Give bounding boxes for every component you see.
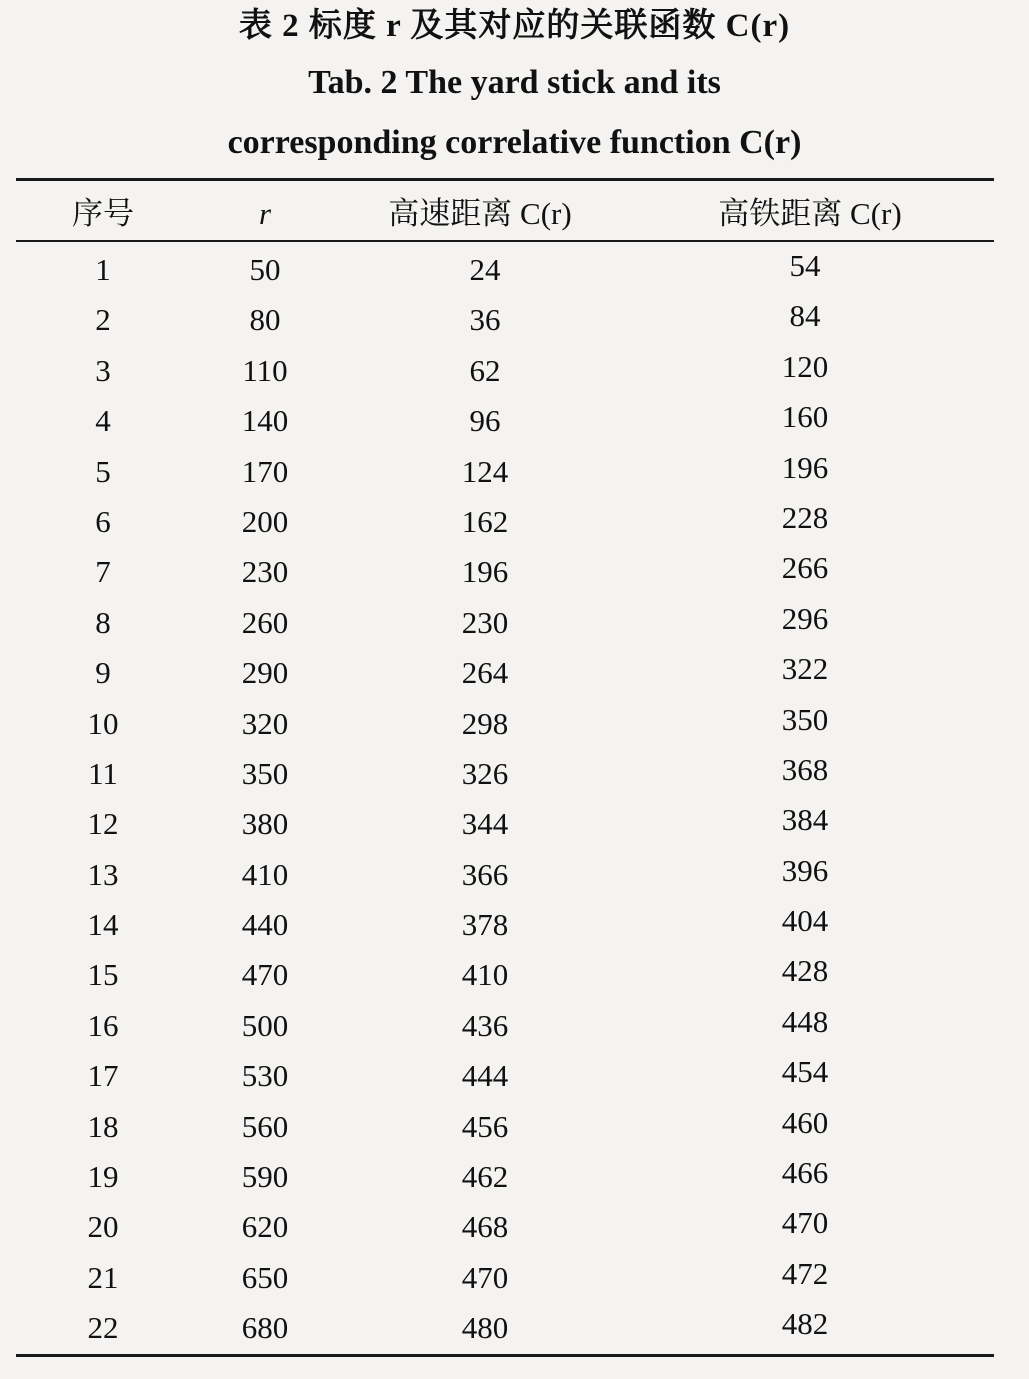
cell-index: 5 bbox=[95, 453, 111, 489]
table-top-rule bbox=[16, 178, 994, 181]
cell-index: 13 bbox=[87, 856, 119, 892]
cell-index: 16 bbox=[87, 1007, 119, 1043]
cell-railway: 368 bbox=[781, 751, 829, 787]
cell-railway: 228 bbox=[781, 499, 829, 535]
cell-r: 470 bbox=[241, 957, 289, 993]
header-railway-distance: 高铁距离 C(r) bbox=[718, 196, 902, 231]
cell-railway: 322 bbox=[781, 651, 829, 687]
cell-railway: 120 bbox=[781, 348, 829, 384]
table-row bbox=[0, 597, 1029, 647]
cell-highway: 410 bbox=[461, 957, 509, 993]
cell-r: 320 bbox=[241, 705, 289, 741]
table-row bbox=[0, 1151, 1029, 1201]
table-row bbox=[0, 849, 1029, 899]
cell-r: 620 bbox=[241, 1209, 289, 1245]
table-row bbox=[0, 244, 1029, 294]
cell-r: 110 bbox=[242, 352, 288, 388]
cell-index: 11 bbox=[88, 755, 118, 791]
table-row bbox=[0, 546, 1029, 596]
cell-r: 650 bbox=[241, 1259, 289, 1295]
cell-r: 200 bbox=[241, 503, 289, 539]
table-row bbox=[0, 698, 1029, 748]
cell-railway: 296 bbox=[781, 600, 829, 636]
cell-highway: 366 bbox=[461, 856, 509, 892]
table-row bbox=[0, 899, 1029, 949]
cell-railway: 472 bbox=[781, 1255, 829, 1291]
cell-index: 1 bbox=[95, 252, 111, 287]
cell-highway: 468 bbox=[461, 1209, 509, 1245]
cell-index: 20 bbox=[87, 1209, 119, 1245]
cell-r: 260 bbox=[241, 604, 289, 640]
cell-highway: 456 bbox=[461, 1108, 509, 1144]
cell-r: 680 bbox=[241, 1310, 289, 1346]
cell-highway: 444 bbox=[461, 1058, 509, 1094]
cell-railway: 470 bbox=[781, 1205, 829, 1241]
cell-r: 230 bbox=[241, 554, 289, 590]
cell-index: 4 bbox=[95, 403, 111, 439]
cell-railway: 396 bbox=[781, 852, 829, 888]
table-body bbox=[0, 244, 1029, 1353]
cell-highway: 24 bbox=[469, 252, 501, 287]
table-row bbox=[0, 748, 1029, 798]
cell-highway: 196 bbox=[461, 554, 509, 590]
cell-index: 15 bbox=[87, 957, 119, 993]
cell-index: 12 bbox=[87, 806, 119, 842]
table-row bbox=[0, 1302, 1029, 1352]
cell-r: 500 bbox=[241, 1007, 289, 1043]
header-r: r bbox=[258, 196, 272, 231]
cell-r: 530 bbox=[241, 1058, 289, 1094]
cell-highway: 462 bbox=[461, 1159, 509, 1195]
cell-highway: 480 bbox=[461, 1310, 509, 1346]
cell-highway: 230 bbox=[461, 604, 509, 640]
cell-railway: 84 bbox=[789, 298, 821, 334]
cell-railway: 428 bbox=[781, 953, 829, 989]
cell-r: 170 bbox=[241, 453, 289, 489]
cell-index: 17 bbox=[87, 1058, 119, 1094]
cell-railway: 404 bbox=[781, 903, 829, 939]
cell-index: 22 bbox=[87, 1310, 119, 1346]
table-row bbox=[0, 1050, 1029, 1100]
cell-r: 410 bbox=[241, 856, 289, 892]
table-row bbox=[0, 395, 1029, 445]
table-bottom-rule bbox=[16, 1354, 994, 1357]
cell-highway: 326 bbox=[461, 755, 509, 791]
cell-index: 8 bbox=[95, 604, 111, 640]
header-index: 序号 bbox=[72, 196, 134, 231]
cell-r: 50 bbox=[249, 252, 281, 287]
table-row bbox=[0, 446, 1029, 496]
table-row bbox=[0, 345, 1029, 395]
cell-index: 6 bbox=[95, 503, 111, 539]
cell-r: 440 bbox=[241, 907, 289, 943]
cell-r: 140 bbox=[241, 403, 289, 439]
cell-highway: 264 bbox=[461, 655, 509, 691]
cell-index: 2 bbox=[95, 302, 111, 338]
table-title-en-line1: Tab. 2 The yard stick and its bbox=[308, 64, 721, 101]
cell-railway: 482 bbox=[781, 1306, 829, 1342]
cell-index: 7 bbox=[95, 554, 111, 590]
cell-highway: 378 bbox=[461, 907, 509, 943]
cell-index: 14 bbox=[87, 907, 119, 943]
table-row bbox=[0, 798, 1029, 848]
cell-highway: 470 bbox=[461, 1259, 509, 1295]
table-row bbox=[0, 1201, 1029, 1251]
cell-highway: 436 bbox=[461, 1007, 509, 1043]
cell-railway: 54 bbox=[789, 248, 821, 283]
cell-railway: 350 bbox=[781, 701, 829, 737]
table-title-cn: 表 2 标度 r 及其对应的关联函数 C(r) bbox=[238, 8, 791, 44]
cell-railway: 266 bbox=[781, 550, 829, 586]
cell-r: 290 bbox=[241, 655, 289, 691]
table-row bbox=[0, 647, 1029, 697]
cell-index: 19 bbox=[87, 1159, 119, 1195]
header-highway-distance: 高速距离 C(r) bbox=[388, 196, 572, 231]
cell-railway: 454 bbox=[781, 1054, 829, 1090]
cell-r: 350 bbox=[241, 755, 289, 791]
cell-highway: 298 bbox=[461, 705, 509, 741]
table-title-en-line2: corresponding correlative function C(r) bbox=[227, 124, 802, 161]
table-row bbox=[0, 1252, 1029, 1302]
cell-highway: 162 bbox=[461, 503, 509, 539]
cell-highway: 62 bbox=[469, 352, 501, 388]
cell-railway: 448 bbox=[781, 1003, 829, 1039]
cell-r: 80 bbox=[249, 302, 281, 338]
cell-highway: 96 bbox=[469, 403, 501, 439]
cell-railway: 160 bbox=[781, 399, 829, 435]
cell-index: 3 bbox=[95, 352, 111, 388]
table-row bbox=[0, 1000, 1029, 1050]
table-row bbox=[0, 294, 1029, 344]
table-header-rule bbox=[16, 240, 994, 242]
cell-highway: 36 bbox=[469, 302, 501, 338]
cell-railway: 460 bbox=[781, 1104, 829, 1140]
cell-railway: 196 bbox=[781, 449, 829, 485]
table-row bbox=[0, 949, 1029, 999]
cell-railway: 466 bbox=[781, 1155, 829, 1191]
cell-r: 560 bbox=[241, 1108, 289, 1144]
cell-r: 380 bbox=[241, 806, 289, 842]
cell-index: 9 bbox=[95, 655, 111, 691]
cell-railway: 384 bbox=[781, 802, 829, 838]
table-row bbox=[0, 1101, 1029, 1151]
cell-index: 18 bbox=[87, 1108, 119, 1144]
cell-highway: 124 bbox=[461, 453, 509, 489]
table-header-row bbox=[0, 186, 1029, 238]
cell-r: 590 bbox=[241, 1159, 289, 1195]
table-row bbox=[0, 496, 1029, 546]
cell-index: 10 bbox=[87, 705, 119, 741]
cell-index: 21 bbox=[87, 1259, 119, 1295]
cell-highway: 344 bbox=[461, 806, 509, 842]
